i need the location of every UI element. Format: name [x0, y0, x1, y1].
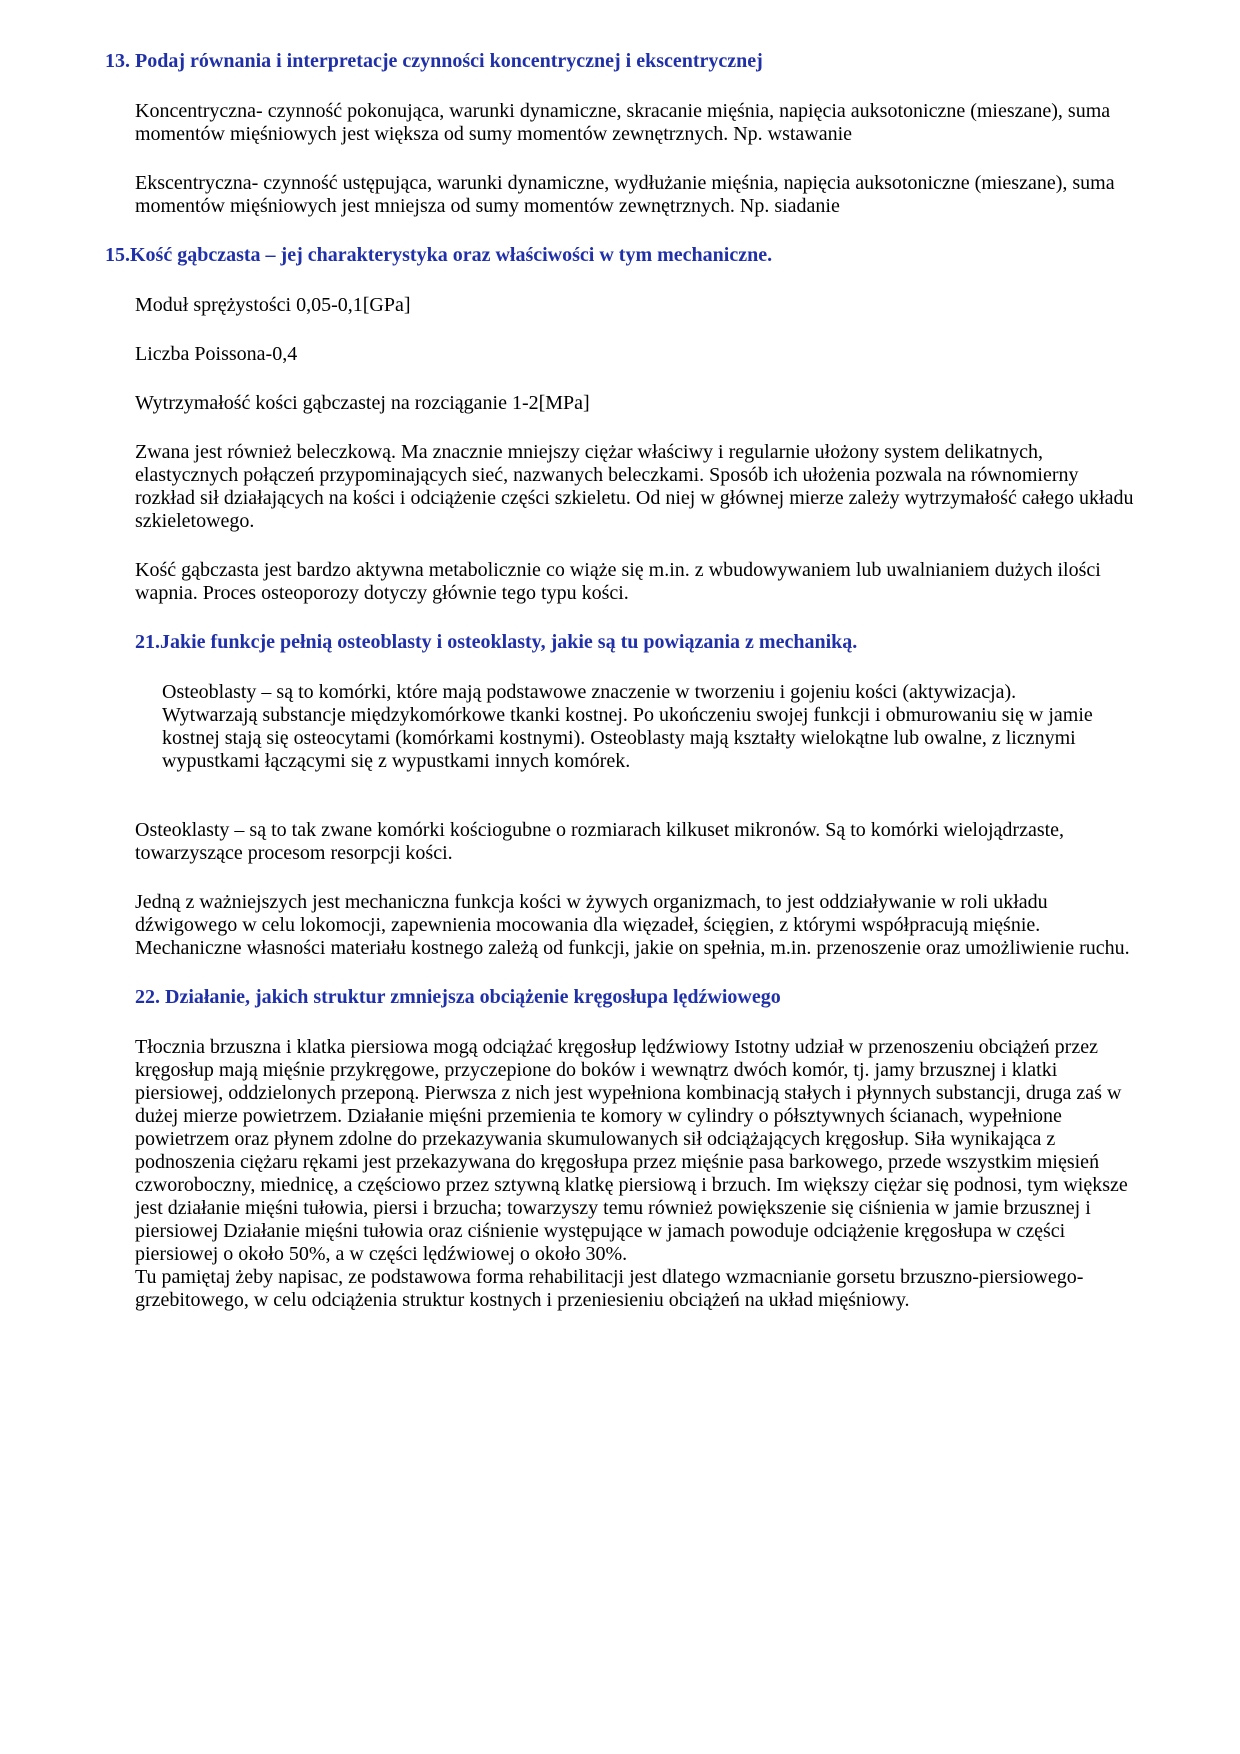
paragraph: Moduł sprężystości 0,05-0,1[GPa] [135, 294, 411, 316]
paragraph: Tłocznia brzuszna i klatka piersiowa mogą odciążać kręgosłup lędźwiowy Istotny udział w przenoszeniu obciążeń przez kręgosłup mają mięśnie przykręgowe, przyczepione do boków i wewnątrz dwóch komór, tj. jamy brzusznej i klatki piersiowej, oddzielonych przeponą. Pierwsza z nich jest wypełniona kombinacją stałych i płynnych substancji, druga zaś w dużej mierze powietrzem. Działanie mięśni przemienia te komory w cylindry o półsztywnych ścianach, wypełnione powietrzem oraz płynem zdolne do przekazywania skumulowanych sił odciążających kręgosłup. Siła wynikająca z podnoszenia ciężaru rękami jest przekazywana do kręgosłupa przez mięśnie pasa barkowego, przede wszystkim mięsień czworoboczny, miednicę, a częściowo przez sztywną klatkę piersiową i brzuch. Im większy ciężar się podnosi, tym większe jest działanie mięśni tułowia, piersi i brzucha; towarzyszy temu również powiększenie się ciśnienia w jamie brzusznej i piersiowej Działanie mięśni tułowia oraz ciśnienie występujące w jamach powoduje odciążenie kręgosłupa w części piersiowej o około 50%, a w części lędźwiowej o około 30%. [135, 1036, 1128, 1265]
paragraph: Tu pamiętaj żeby napisac, ze podstawowa forma rehabilitacji jest dlatego wzmacnianie gorsetu brzuszno-piersiowego-grzebitowego, w celu odciążenia struktur kostnych i przeniesieniu obciążeń na układ mięśniowy. [135, 1266, 1084, 1311]
section-question-22 [0, 986, 1240, 1312]
paragraph: Zwana jest również beleczkową. Ma znacznie mniejszy ciężar właściwy i regularnie ułożony system delikatnych, elastycznych połączeń przypominających sieć, nazwanych beleczkami. Sposób ich ułożenia pozwala na równomierny rozkład sił działających na kości i odciążenie części szkieletu. Od niej w głównej mierze zależy wytrzymałość całego układu szkieletowego. [135, 441, 1134, 532]
paragraph: Jedną z ważniejszych jest mechaniczna funkcja kości w żywych organizmach, to jest oddziaływanie w roli układu dźwigowego w celu lokomocji, zapewnienia mocowania dla więzadeł, ścięgien, z którymi współpracują mięśnie. Mechaniczne własności materiału kostnego zależą od funkcji, jakie on spełnia, m.in. przenoszenie oraz umożliwienie ruchu. [135, 891, 1130, 959]
paragraph: Osteoklasty – są to tak zwane komórki kościogubne o rozmiarach kilkuset mikronów. Są to komórki wielojądrzaste, towarzyszące procesom resorpcji kości. [135, 819, 1065, 864]
section-heading: 15.Kość gąbczasta – jej charakterystyka oraz właściwości w tym mechaniczne. [105, 244, 773, 266]
paragraph: Kość gąbczasta jest bardzo aktywna metabolicznie co wiąże się m.in. z wbudowywaniem lub uwalnianiem dużych ilości wapnia. Proces osteoporozy dotyczy głównie tego typu kości. [135, 559, 1101, 604]
section-heading: 22. Działanie, jakich struktur zmniejsza obciążenie kręgosłupa lędźwiowego [135, 986, 781, 1008]
paragraph: Liczba Poissona-0,4 [135, 343, 298, 365]
section-heading: 13. Podaj równania i interpretacje czynności koncentrycznej i ekscentrycznej [105, 50, 763, 72]
paragraph: Wytrzymałość kości gąbczastej na rozciąganie 1-2[MPa] [135, 392, 590, 414]
section-heading: 21.Jakie funkcje pełnią osteoblasty i osteoklasty, jakie są tu powiązania z mechaniką. [135, 631, 858, 653]
section-question-21 [0, 631, 1240, 960]
section-question-13 [0, 50, 1240, 218]
paragraph: Koncentryczna- czynność pokonująca, warunki dynamiczne, skracanie mięśnia, napięcia auksotoniczne (mieszane), suma momentów mięśniowych jest większa od sumy momentów zewnętrznych. Np. wstawanie [135, 100, 1111, 145]
section-question-15 [0, 244, 1240, 605]
paragraph: Osteoblasty – są to komórki, które mają podstawowe znaczenie w tworzeniu i gojeniu kości (aktywizacja). Wytwarzają substancje międzykomórkowe tkanki kostnej. Po ukończeniu swojej funkcji i obmurowaniu się w jamie kostnej stają się osteocytami (komórkami kostnymi). Osteoblasty mają kształty wielokątne lub owalne, z licznymi wypustkami łączącymi się z wypustkami innych komórek. [162, 681, 1093, 772]
paragraph: Ekscentryczna- czynność ustępująca, warunki dynamiczne, wydłużanie mięśnia, napięcia auksotoniczne (mieszane), suma momentów mięśniowych jest mniejsza od sumy momentów zewnętrznych. Np. siadanie [135, 172, 1115, 217]
